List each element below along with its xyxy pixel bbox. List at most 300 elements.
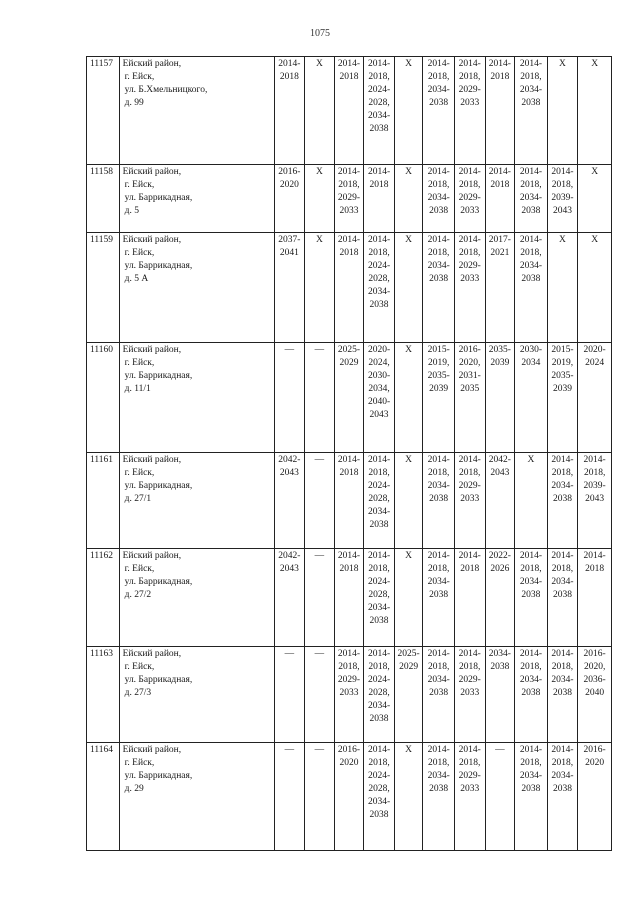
period-cell: [485, 549, 515, 647]
period-line: X: [527, 455, 535, 465]
period-cell: [515, 549, 548, 647]
period-cell: [334, 165, 364, 233]
period-cell: [515, 647, 548, 743]
period-cell: [423, 165, 455, 233]
period-line: 2024-: [367, 261, 391, 271]
period-cell: [485, 233, 515, 343]
table-body: [87, 57, 612, 851]
period-line: 2014-: [337, 551, 361, 561]
period-line: 2025-: [397, 649, 420, 659]
period-cell: [454, 549, 485, 647]
period-line: 2042-: [278, 551, 301, 561]
period-line: 2034-: [551, 675, 574, 685]
period-line: 2018,: [427, 468, 450, 478]
period-line: 2028,: [368, 274, 390, 284]
period-line: 2018,: [427, 72, 450, 82]
period-cell: [423, 647, 455, 743]
period-line: 2018,: [459, 468, 481, 478]
period-line: 2015-: [427, 345, 450, 355]
address-line: Ейский район,: [122, 167, 182, 177]
period-line: 2038: [552, 784, 572, 794]
period-cell: [515, 743, 548, 851]
period-cell: [515, 453, 548, 549]
period-line: 2014-: [337, 649, 361, 659]
period-line: 2018: [339, 468, 359, 478]
period-line: 2018: [339, 564, 359, 574]
period-line: 2018,: [459, 662, 481, 672]
period-line: 2030-: [367, 371, 391, 381]
period-line: 2034-: [427, 771, 450, 781]
period-line: 2018,: [551, 468, 574, 478]
period-cell: [547, 57, 578, 165]
period-cell: [454, 233, 485, 343]
period-line: 2014-: [427, 745, 450, 755]
address-cell: [119, 57, 274, 165]
period-line: 2014-: [367, 649, 391, 659]
period-line: 2024-: [367, 771, 391, 781]
period-line: 2016-: [337, 745, 361, 755]
period-line: 2029-: [458, 675, 481, 685]
period-cell: [547, 647, 578, 743]
period-line: 2018,: [520, 662, 542, 672]
period-cell: [454, 57, 485, 165]
period-line: 2018: [490, 72, 510, 82]
period-line: 2024-: [367, 481, 391, 491]
period-cell: [578, 233, 612, 343]
period-cell: [394, 453, 423, 549]
period-line: 2014-: [488, 167, 511, 177]
period-line: 2020-: [583, 345, 606, 355]
period-cell: [305, 57, 335, 165]
period-line: 2014-: [458, 59, 481, 69]
address-cell: [119, 647, 274, 743]
period-line: 2018,: [427, 564, 450, 574]
period-line: 2014-: [458, 649, 481, 659]
period-cell: [515, 233, 548, 343]
period-line: 2018: [369, 180, 389, 190]
address-line: г. Ейск,: [124, 564, 155, 574]
period-line: X: [591, 59, 599, 69]
period-line: 2033: [460, 98, 480, 108]
address-line: г. Ейск,: [124, 358, 155, 368]
address-line: г. Ейск,: [124, 180, 155, 190]
period-line: 2018,: [368, 72, 390, 82]
period-line: 2034-: [427, 675, 450, 685]
address-cell: [119, 549, 274, 647]
period-line: 2034-: [519, 193, 542, 203]
period-line: 2014-: [278, 59, 301, 69]
address-line: г. Ейск,: [124, 72, 155, 82]
period-cell: [423, 453, 455, 549]
period-line: 2042-: [488, 455, 511, 465]
address-cell: [119, 453, 274, 549]
period-line: 2018,: [583, 468, 606, 478]
period-line: 2034-: [519, 577, 542, 587]
period-line: 2018: [490, 180, 510, 190]
period-line: 2020-: [367, 345, 391, 355]
period-cell: [454, 743, 485, 851]
period-line: 2024-: [367, 85, 391, 95]
period-line: 2018,: [427, 758, 450, 768]
period-line: 2018,: [520, 758, 542, 768]
period-line: 2014-: [427, 235, 450, 245]
address-cell: [119, 165, 274, 233]
period-line: 2039-: [551, 193, 574, 203]
period-line: X: [405, 745, 413, 755]
period-line: 2039: [490, 358, 510, 368]
period-line: X: [405, 455, 413, 465]
period-cell: [578, 343, 612, 453]
period-line: 2019,: [427, 358, 450, 368]
period-line: 2043: [552, 206, 572, 216]
period-cell: [485, 165, 515, 233]
period-line: 2034,: [368, 384, 390, 394]
period-line: 2018,: [520, 248, 542, 258]
period-line: 2020: [585, 758, 605, 768]
period-line: 2039: [429, 384, 449, 394]
address-line: д. 11/1: [124, 384, 151, 394]
period-cell: [305, 743, 335, 851]
period-cell: [364, 647, 395, 743]
period-cell: [394, 233, 423, 343]
period-line: X: [315, 167, 323, 177]
period-cell: [274, 233, 305, 343]
table-row: [87, 165, 612, 233]
period-cell: [394, 743, 423, 851]
period-line: 2043: [490, 468, 510, 478]
period-line: 2038: [521, 784, 541, 794]
period-line: X: [405, 345, 413, 355]
period-line: 2016-: [278, 167, 301, 177]
period-cell: [578, 743, 612, 851]
period-cell: [454, 165, 485, 233]
period-line: 2024-: [367, 577, 391, 587]
period-line: 2029: [399, 662, 419, 672]
period-line: 2038: [521, 206, 541, 216]
period-cell: [334, 549, 364, 647]
period-line: X: [559, 59, 566, 69]
period-cell: [274, 343, 305, 453]
period-line: 2028,: [368, 688, 390, 698]
period-cell: [454, 647, 485, 743]
table-row: [87, 453, 612, 549]
period-line: 2018,: [551, 662, 574, 672]
period-line: 2014-: [427, 59, 450, 69]
period-line: 2014-: [427, 167, 450, 177]
period-line: 2020,: [459, 358, 481, 368]
address-line: Ейский район,: [122, 59, 182, 69]
period-line: 2018,: [459, 72, 481, 82]
period-line: 2034-: [551, 577, 574, 587]
period-line: —: [495, 745, 505, 755]
period-line: 2034-: [519, 261, 542, 271]
table-row: [87, 57, 612, 165]
period-line: 2033: [460, 206, 480, 216]
period-line: 2020,: [583, 662, 606, 672]
period-line: 2029-: [458, 193, 481, 203]
period-cell: [423, 233, 455, 343]
period-line: 2035-: [488, 345, 511, 355]
period-line: 2014-: [551, 167, 574, 177]
period-line: 2014-: [427, 551, 450, 561]
row-number: 11163: [87, 647, 120, 743]
period-line: 2014-: [519, 167, 542, 177]
table-row: [87, 743, 612, 851]
address-line: Ейский район,: [122, 235, 182, 245]
period-line: 2033: [339, 206, 359, 216]
period-cell: [274, 453, 305, 549]
period-line: 2043: [369, 410, 389, 420]
period-cell: [364, 233, 395, 343]
table-row: [87, 343, 612, 453]
address-line: ул. Баррикадная,: [124, 577, 193, 587]
period-cell: [394, 549, 423, 647]
period-line: 2034-: [519, 771, 542, 781]
address-line: Ейский район,: [122, 345, 182, 355]
period-line: 2040-: [367, 397, 391, 407]
period-line: 2024,: [368, 358, 390, 368]
period-cell: [364, 343, 395, 453]
period-line: 2018,: [459, 248, 481, 258]
period-line: 2014-: [337, 59, 361, 69]
period-line: 2018,: [368, 248, 390, 258]
address-cell: [119, 743, 274, 851]
period-line: 2018,: [368, 564, 390, 574]
period-line: 2034-: [367, 287, 391, 297]
period-line: 2018,: [459, 758, 481, 768]
period-line: 2033: [460, 784, 480, 794]
period-line: 2016-: [583, 745, 606, 755]
period-line: 2038: [369, 810, 389, 820]
period-line: 2014-: [583, 551, 606, 561]
period-cell: [334, 743, 364, 851]
period-line: 2034-: [519, 675, 542, 685]
period-line: X: [405, 167, 413, 177]
period-line: 2038: [552, 590, 572, 600]
period-cell: [547, 549, 578, 647]
period-line: 2020: [279, 180, 299, 190]
period-line: 2014-: [367, 551, 391, 561]
period-line: X: [559, 235, 566, 245]
period-cell: [515, 57, 548, 165]
period-line: 2034-: [519, 85, 542, 95]
period-line: 2035-: [551, 371, 574, 381]
period-line: —: [314, 649, 325, 659]
period-line: 2018,: [551, 180, 574, 190]
period-cell: [394, 343, 423, 453]
period-line: 2040: [585, 688, 605, 698]
period-line: 2024: [585, 358, 605, 368]
period-cell: [423, 57, 455, 165]
period-line: 2014-: [458, 455, 481, 465]
period-line: 2014-: [519, 649, 542, 659]
address-line: г. Ейск,: [124, 758, 155, 768]
period-line: 2017-: [488, 235, 511, 245]
period-line: 2031-: [458, 371, 481, 381]
period-line: 2018,: [368, 662, 390, 672]
period-line: 2035: [460, 384, 480, 394]
period-line: 2018,: [520, 180, 542, 190]
address-line: ул. Баррикадная,: [124, 193, 193, 203]
period-line: 2038: [429, 206, 449, 216]
address-cell: [119, 233, 274, 343]
period-line: 2035-: [427, 371, 450, 381]
period-line: 2018: [339, 248, 359, 258]
period-line: 2014-: [519, 235, 542, 245]
period-line: 2018: [585, 564, 605, 574]
period-line: 2022-: [488, 551, 511, 561]
period-line: 2014-: [367, 455, 391, 465]
period-cell: [364, 57, 395, 165]
period-line: 2018,: [551, 758, 574, 768]
period-cell: [485, 343, 515, 453]
period-line: 2018,: [427, 248, 450, 258]
period-cell: [364, 549, 395, 647]
period-line: 2038: [429, 494, 449, 504]
period-line: 2034-: [427, 193, 450, 203]
row-number: 11164: [87, 743, 120, 851]
period-line: 2028,: [368, 590, 390, 600]
period-line: 2018,: [551, 564, 574, 574]
period-line: 2034-: [427, 577, 450, 587]
period-line: 2018,: [520, 564, 542, 574]
period-line: 2016-: [583, 649, 606, 659]
period-line: 2030-: [519, 345, 542, 355]
period-line: 2028,: [368, 494, 390, 504]
period-cell: [274, 165, 305, 233]
period-cell: [547, 343, 578, 453]
period-line: 2021: [490, 248, 510, 258]
period-line: 2034-: [427, 481, 450, 491]
period-line: 2014-: [427, 649, 450, 659]
period-line: 2034-: [427, 85, 450, 95]
period-line: 2014-: [519, 745, 542, 755]
period-line: 2042-: [278, 455, 301, 465]
period-line: 2014-: [367, 235, 391, 245]
address-line: Ейский район,: [122, 745, 182, 755]
period-cell: [578, 57, 612, 165]
row-number: 11157: [87, 57, 120, 165]
period-line: 2029: [339, 358, 359, 368]
period-line: 2029-: [458, 261, 481, 271]
period-line: 2029-: [337, 675, 361, 685]
period-cell: [485, 647, 515, 743]
period-cell: [485, 743, 515, 851]
period-cell: [547, 165, 578, 233]
period-cell: [334, 233, 364, 343]
period-line: X: [315, 59, 323, 69]
period-line: 2014-: [519, 59, 542, 69]
period-line: 2038: [429, 98, 449, 108]
period-line: 2038: [521, 590, 541, 600]
period-line: 2038: [369, 520, 389, 530]
period-cell: [547, 743, 578, 851]
period-line: —: [314, 551, 325, 561]
period-cell: [423, 743, 455, 851]
period-line: —: [284, 745, 295, 755]
period-cell: [305, 165, 335, 233]
row-number: 11158: [87, 165, 120, 233]
period-cell: [305, 549, 335, 647]
period-line: 2020: [339, 758, 359, 768]
period-line: 2034-: [367, 603, 391, 613]
period-cell: [305, 233, 335, 343]
period-line: —: [314, 745, 325, 755]
address-line: Ейский район,: [122, 649, 182, 659]
period-cell: [547, 453, 578, 549]
period-cell: [305, 343, 335, 453]
table-row: [87, 549, 612, 647]
period-line: 2018,: [520, 72, 542, 82]
period-line: 2014-: [458, 745, 481, 755]
period-line: X: [591, 235, 599, 245]
address-line: г. Ейск,: [124, 468, 155, 478]
period-line: 2038: [490, 662, 510, 672]
period-cell: [454, 343, 485, 453]
address-cell: [119, 343, 274, 453]
period-line: 2019,: [551, 358, 574, 368]
period-line: 2038: [521, 274, 541, 284]
period-cell: [485, 453, 515, 549]
period-line: 2014-: [519, 551, 542, 561]
period-line: 2034-: [367, 701, 391, 711]
period-line: 2016-: [458, 345, 481, 355]
period-cell: [578, 165, 612, 233]
period-line: 2029-: [458, 85, 481, 95]
address-line: г. Ейск,: [124, 248, 155, 258]
period-line: 2037-: [278, 235, 301, 245]
period-line: 2018,: [338, 662, 360, 672]
period-line: 2014-: [488, 59, 511, 69]
period-line: 2029-: [458, 771, 481, 781]
period-cell: [485, 57, 515, 165]
period-line: X: [405, 235, 413, 245]
period-line: 2028,: [368, 784, 390, 794]
period-line: 2038: [552, 494, 572, 504]
period-cell: [274, 57, 305, 165]
period-line: 2014-: [337, 167, 361, 177]
period-line: 2029-: [458, 481, 481, 491]
period-line: 2014-: [458, 167, 481, 177]
period-cell: [578, 647, 612, 743]
register-table: [86, 56, 612, 851]
period-line: 2034: [521, 358, 541, 368]
period-line: 2043: [279, 564, 299, 574]
address-line: д. 5: [124, 206, 139, 216]
period-line: 2014-: [337, 455, 361, 465]
period-line: 2039-: [583, 481, 606, 491]
period-cell: [394, 57, 423, 165]
period-line: 2034-: [488, 649, 511, 659]
period-line: 2014-: [551, 745, 574, 755]
period-line: 2014-: [583, 455, 606, 465]
table-row: [87, 233, 612, 343]
period-cell: [394, 647, 423, 743]
row-number: 11161: [87, 453, 120, 549]
period-line: 2018,: [427, 662, 450, 672]
period-cell: [334, 647, 364, 743]
period-line: 2018: [339, 72, 359, 82]
period-line: 2014-: [551, 649, 574, 659]
period-line: 2029-: [337, 193, 361, 203]
period-line: 2033: [460, 494, 480, 504]
period-line: 2038: [429, 274, 449, 284]
period-line: 2015-: [551, 345, 574, 355]
period-cell: [334, 343, 364, 453]
period-line: 2014-: [367, 59, 391, 69]
period-line: 2043: [279, 468, 299, 478]
period-line: 2034-: [427, 261, 450, 271]
